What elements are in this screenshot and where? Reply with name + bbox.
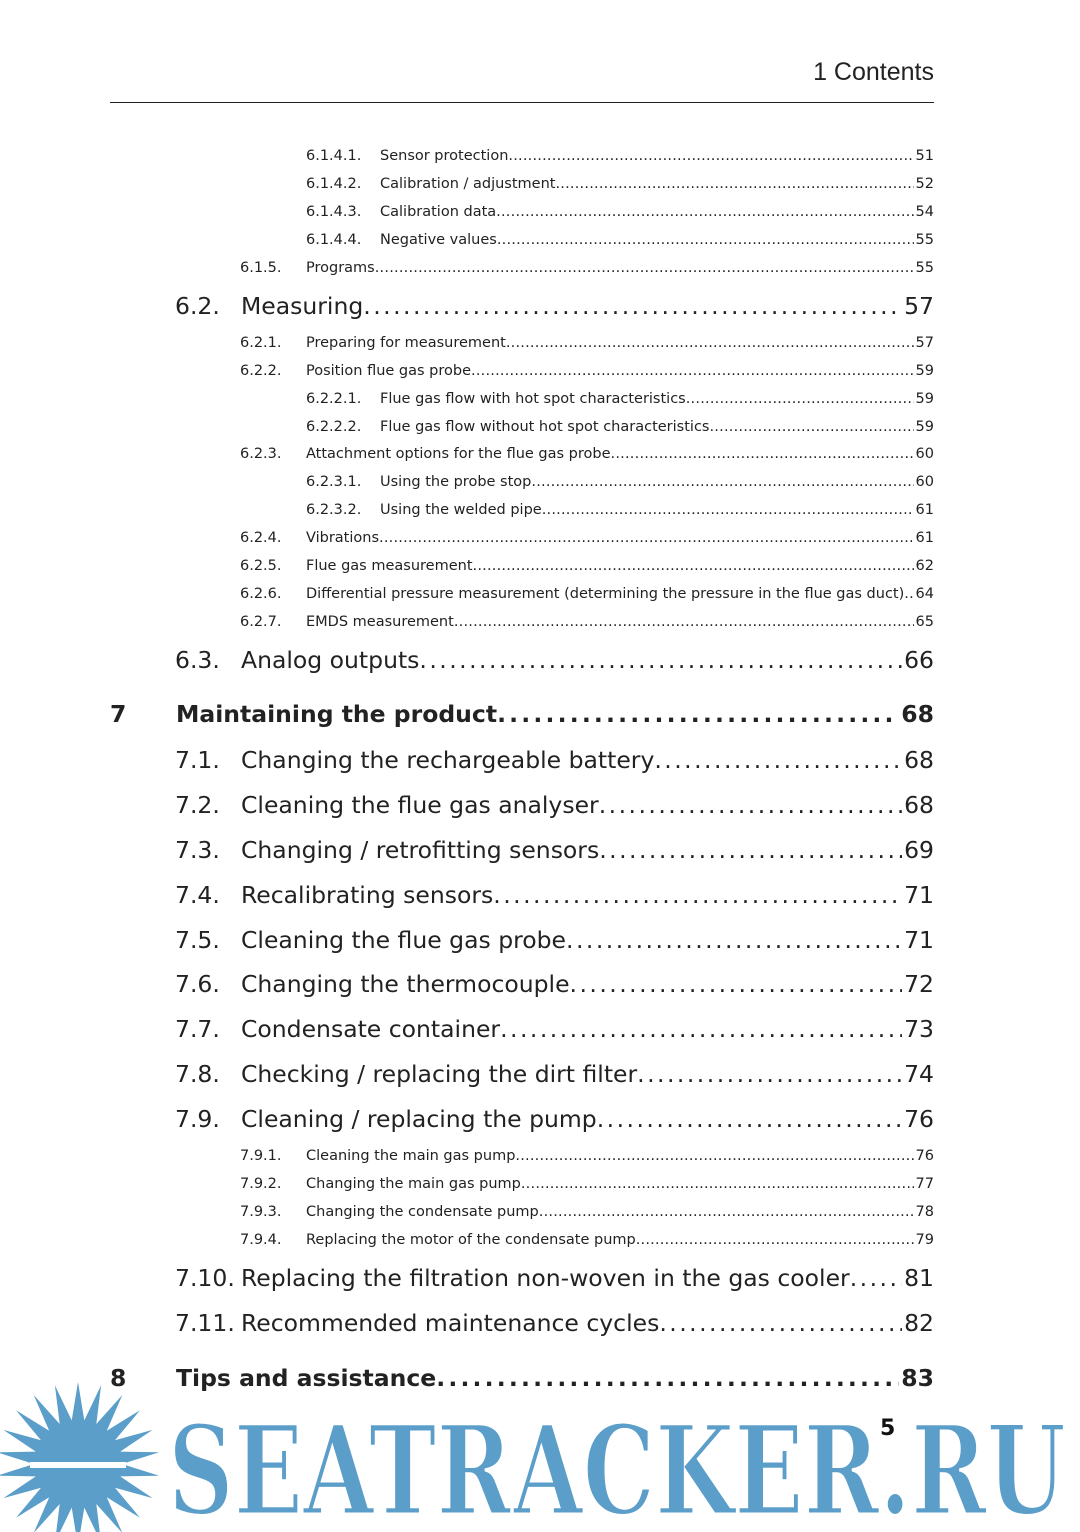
toc-entry-page: 68 [904,791,934,819]
toc-entry-title: Using the welded pipe [380,502,542,518]
toc-entry-number: 6.2.3.1. [306,474,362,490]
toc-entry-title: Recommended maintenance cycles [241,1309,660,1337]
toc-entry-title: Negative values [380,232,497,248]
toc-entry-number: 7.9.2. [240,1176,282,1192]
toc-entry[interactable] [175,1015,934,1043]
toc-entry-number: 6.1.4.1. [306,148,362,164]
toc-entry-title: Sensor protection [380,148,509,164]
toc-entry[interactable] [240,530,934,546]
toc-entry-number: 6.1.4.4. [306,232,362,248]
toc-leader-dots [473,558,914,574]
toc-entry-number: 6.2.7. [240,614,282,630]
toc-entry-title: Attachment options for the flue gas probe [306,446,611,462]
toc-entry[interactable] [240,1148,934,1164]
toc-entry-number: 7.2. [175,791,220,819]
toc-entry-page: 76 [915,1148,934,1164]
toc-leader-dots [555,176,913,192]
toc-entry[interactable] [240,1204,934,1220]
toc-entry-title: Programs [306,260,375,276]
toc-leader-dots [611,446,914,462]
toc-entry[interactable] [175,791,934,819]
toc-leader-dots [497,700,899,728]
toc-entry[interactable] [240,586,934,602]
header-title: 1 Contents [813,58,934,86]
page-number: 5 [880,1416,896,1441]
toc-entry-number: 7.4. [175,881,220,909]
toc-entry-number: 7.10. [175,1264,235,1292]
toc-entry-page: 76 [904,1105,934,1133]
toc-entry-number: 6.2.4. [240,530,282,546]
toc-entry-page: 68 [904,746,934,774]
toc-entry-page: 60 [915,474,934,490]
toc-entry-page: 52 [915,176,934,192]
toc-entry-page: 66 [904,646,934,674]
toc-entry-page: 59 [915,363,934,379]
toc-entry-title: Replacing the motor of the condensate pump [306,1232,636,1248]
toc-entry-title: Measuring [241,292,364,320]
toc-entry-title: Cleaning / replacing the pump [241,1105,597,1133]
toc-entry-page: 55 [915,260,934,276]
toc-entry[interactable] [306,474,934,490]
toc-entry[interactable] [240,335,934,351]
toc-entry-number: 7.9. [175,1105,220,1133]
toc-entry-page: 59 [915,419,934,435]
toc-entry-title: Preparing for measurement [306,335,506,351]
toc-entry[interactable] [175,970,934,998]
toc-entry-title: EMDS measurement [306,614,454,630]
toc-entry-title: Differential pressure measurement (determining the pressure in the flue gas duct) [306,586,905,602]
toc-leader-dots [686,391,914,407]
toc-entry-title: Condensate container [241,1015,501,1043]
toc-entry-page: 61 [915,502,934,518]
toc-entry-page: 71 [904,926,934,954]
toc-entry-title: Tips and assistance [176,1364,437,1392]
toc-entry-title: Calibration / adjustment [380,176,556,192]
toc-entry[interactable] [306,391,934,407]
toc-entry[interactable] [240,446,934,462]
toc-entry-title: Changing the main gas pump [306,1176,521,1192]
toc-leader-dots [375,260,914,276]
toc-entry-number: 7.11. [175,1309,235,1337]
toc-leader-dots [637,1060,902,1088]
toc-entry-number: 6.2.5. [240,558,282,574]
toc-entry-page: 72 [904,970,934,998]
toc-leader-dots [599,836,902,864]
toc-entry-title: Vibrations [306,530,380,546]
toc-entry-number: 6.2. [175,292,220,320]
toc-entry[interactable] [306,176,934,192]
toc-entry-number: 6.1.5. [240,260,282,276]
toc-entry[interactable] [306,204,934,220]
toc-leader-dots [659,1309,902,1337]
toc-leader-dots [597,1105,902,1133]
toc-leader-dots [636,1232,914,1248]
toc-entry-number: 7.6. [175,970,220,998]
toc-entry-number: 6.2.2.2. [306,419,362,435]
toc-entry-title: Changing / retrofitting sensors [241,836,600,864]
toc-entry-page: 73 [904,1015,934,1043]
toc-entry-number: 8 [110,1364,127,1392]
toc-entry-number: 6.2.2.1. [306,391,362,407]
toc-entry[interactable] [240,1232,934,1248]
toc-leader-dots [497,232,914,248]
toc-leader-dots [850,1264,902,1292]
toc-entry[interactable] [240,260,934,276]
toc-entry-title: Cleaning the flue gas probe [241,926,567,954]
toc-leader-dots [506,335,914,351]
toc-entry-number: 6.2.1. [240,335,282,351]
toc-entry-page: 57 [915,335,934,351]
toc-entry[interactable] [175,1105,934,1133]
toc-entry-title: Flue gas flow with hot spot characteristics [380,391,686,407]
toc-entry[interactable] [175,881,934,909]
toc-leader-dots [521,1176,914,1192]
toc-entry-title: Checking / replacing the dirt filter [241,1060,638,1088]
toc-entry[interactable] [175,646,934,674]
toc-leader-dots [515,1148,913,1164]
toc-entry-page: 59 [915,391,934,407]
toc-entry-page: 65 [915,614,934,630]
toc-entry-title: Changing the thermocouple [241,970,570,998]
toc-entry-title: Cleaning the main gas pump [306,1148,516,1164]
toc-leader-dots [539,1204,914,1220]
toc-leader-dots [419,646,902,674]
toc-entry[interactable] [175,926,934,954]
toc-leader-dots [709,419,913,435]
toc-entry[interactable] [175,1060,934,1088]
toc-entry-number: 6.2.6. [240,586,282,602]
toc-entry[interactable] [240,558,934,574]
toc-leader-dots [454,614,914,630]
toc-entry[interactable] [240,1176,934,1192]
toc-entry-page: 57 [904,292,934,320]
toc-entry-title: Using the probe stop [380,474,532,490]
toc-entry-page: 61 [915,530,934,546]
toc-entry-number: 7.9.3. [240,1204,282,1220]
toc-entry-page: 60 [915,446,934,462]
toc-entry-page: 83 [901,1364,934,1392]
watermark-text: SEATRACKER.RU [168,1399,1066,1532]
toc-entry[interactable] [175,292,934,320]
toc-entry-number: 7.5. [175,926,220,954]
toc-entry-title: Cleaning the flue gas analyser [241,791,599,819]
toc-leader-dots [508,148,913,164]
watermark [0,1372,1080,1532]
toc-entry[interactable] [110,700,934,728]
toc-entry-title: Analog outputs [241,646,420,674]
toc-entry[interactable] [175,746,934,774]
toc-entry[interactable] [240,614,934,630]
sunburst-icon [0,1382,159,1532]
toc-entry-number: 6.1.4.3. [306,204,362,220]
toc-entry-number: 6.2.3. [240,446,282,462]
toc-entry-page: 81 [904,1264,934,1292]
toc-entry-number: 7.1. [175,746,220,774]
toc-entry-page: 74 [904,1060,934,1088]
toc-leader-dots [496,204,913,220]
toc-entry-number: 6.1.4.2. [306,176,362,192]
toc-leader-dots [500,1015,902,1043]
toc-entry[interactable] [306,419,934,435]
toc-leader-dots [542,502,914,518]
toc-entry-page: 54 [915,204,934,220]
toc-leader-dots [570,970,903,998]
toc-entry-title: Maintaining the product [176,700,498,728]
toc-leader-dots [531,474,913,490]
toc-entry-number: 7.8. [175,1060,220,1088]
toc-entry-page: 55 [915,232,934,248]
toc-entry-title: Flue gas measurement [306,558,473,574]
toc-entry-number: 6.2.2. [240,363,282,379]
toc-leader-dots [363,292,902,320]
toc-entry-number: 7 [110,700,127,728]
toc-leader-dots [654,746,902,774]
toc-entry-page: 51 [915,148,934,164]
toc-entry[interactable] [306,502,934,518]
toc-entry-title: Calibration data [380,204,497,220]
toc-entry-page: 82 [904,1309,934,1337]
toc-entry-page: 77 [915,1176,934,1192]
toc-leader-dots [471,363,914,379]
toc-entry-number: 7.9.4. [240,1232,282,1248]
toc-entry-number: 6.3. [175,646,220,674]
toc-leader-dots [904,586,913,602]
toc-entry[interactable] [175,836,934,864]
toc-entry-number: 7.3. [175,836,220,864]
toc-entry[interactable] [306,232,934,248]
toc-entry-page: 79 [915,1232,934,1248]
toc-entry-title: Changing the condensate pump [306,1204,539,1220]
toc-entry-page: 68 [901,700,934,728]
toc-entry-title: Position flue gas probe [306,363,472,379]
toc-entry-title: Flue gas flow without hot spot characteristics [380,419,710,435]
toc-entry-page: 78 [915,1204,934,1220]
toc-entry[interactable] [306,148,934,164]
toc-entry-page: 71 [904,881,934,909]
toc-entry-title: Changing the rechargeable battery [241,746,655,774]
toc-entry-number: 7.7. [175,1015,220,1043]
toc-leader-dots [566,926,902,954]
toc-leader-dots [599,791,902,819]
toc-entry-page: 62 [915,558,934,574]
toc-entry-page: 64 [915,586,934,602]
toc-entry-page: 69 [904,836,934,864]
toc-entry[interactable] [175,1264,934,1292]
toc-entry-number: 6.2.3.2. [306,502,362,518]
toc-leader-dots [493,881,902,909]
toc-entry-title: Replacing the filtration non-woven in the gas cooler [241,1264,850,1292]
toc-entry-title: Recalibrating sensors [241,881,494,909]
toc-entry-number: 7.9.1. [240,1148,282,1164]
toc-entry[interactable] [240,363,934,379]
toc-entry[interactable] [175,1309,934,1337]
toc-leader-dots [379,530,914,546]
